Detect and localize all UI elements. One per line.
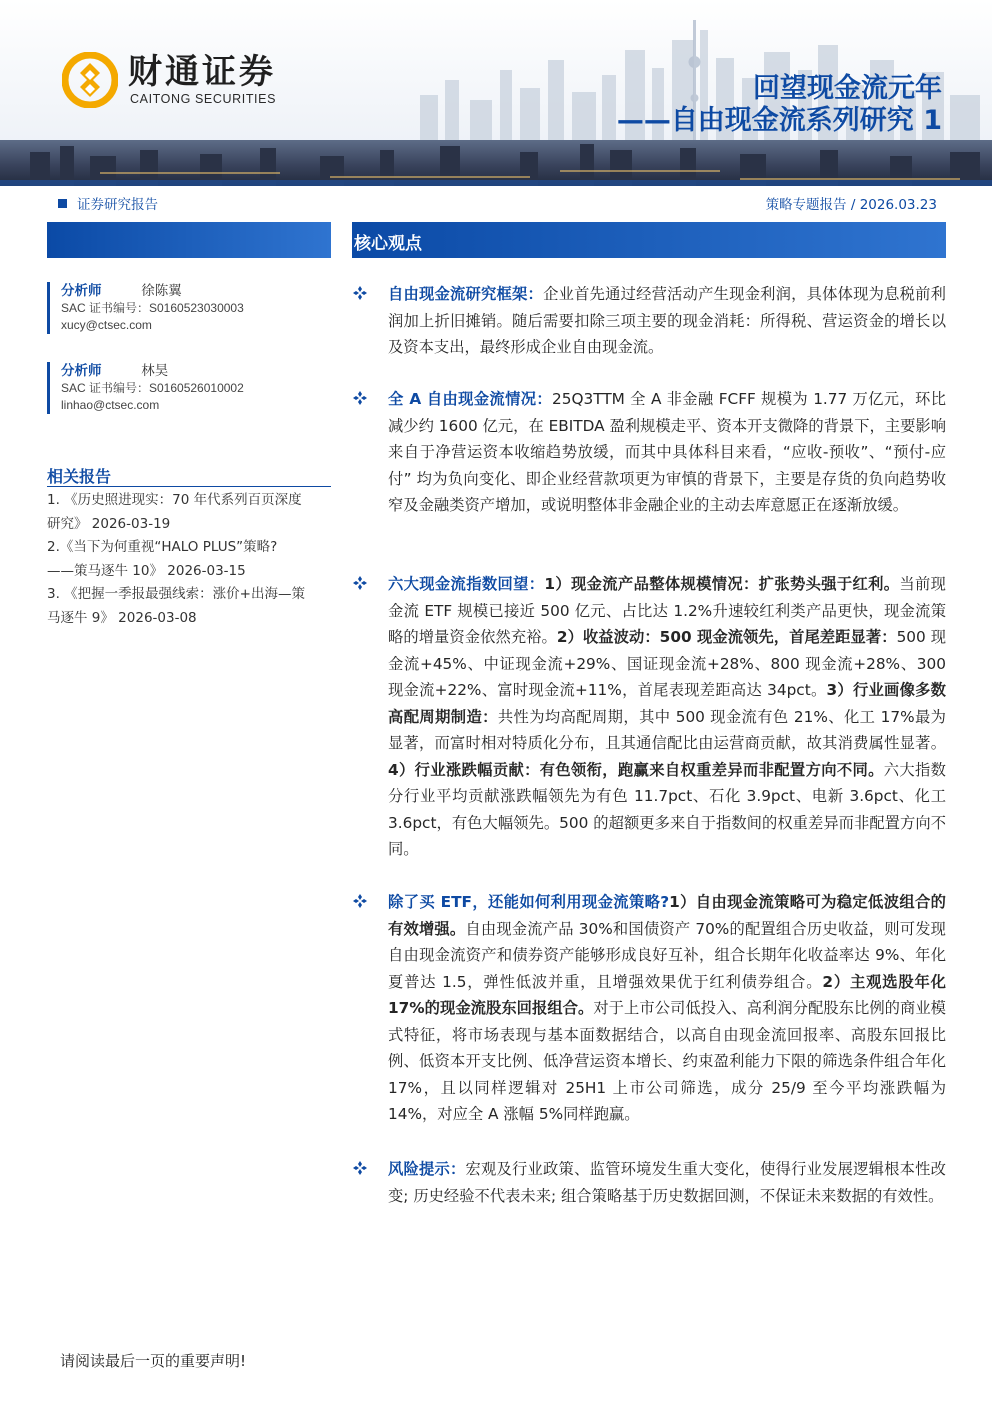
header-banner [0,0,992,186]
disclaimer-notice: 请阅读最后一页的重要声明! [60,1352,247,1370]
core-views-header-bar [352,222,946,258]
company-name-en: CAITONG SECURITIES [130,92,277,106]
point-body: 六大指数分行业平均贡献涨跌幅领先为有色 11.7pct、石化 3.9pct、电新 3.6pct、化工 3.6pct，有色大幅领先。500 的超额更多来自于指数间的权重差异而非配置方向不同。 [388,760,946,858]
analyst-label: 分析师 [61,283,102,299]
core-point-all-a [352,386,946,519]
related-report-item[interactable]: 1. 《历史照进现实：70 年代系列百页深度 研究》 2026-03-19 [47,492,302,532]
company-logo [62,50,302,112]
report-category-label: 证券研究报告 [77,197,158,213]
analyst-email[interactable]: xucy@ctsec.com [61,318,152,332]
core-point-strategy-usage [352,889,946,1128]
analyst-email[interactable]: linhao@ctsec.com [61,398,160,412]
point-sub-heading: 3）行业画像多数高配周期制造： [388,681,946,726]
analyst-card-2 [47,362,331,414]
related-reports-list [47,489,337,630]
caitong-logo-icon [62,52,118,108]
point-sub-heading: 2）收益波动：500 现金流领先，首尾差距显著： [556,628,897,646]
report-category [58,193,158,213]
related-reports-title: 相关报告 [47,467,112,486]
point-sub-heading: 4）行业涨跌幅贡献：有色领衔，跑赢来自权重差异而非配置方向不同。 [388,760,884,779]
point-body: 企业首先通过经营活动产生现金利润，具体体现为息税前利润加上折旧摊销。随后需要扣除三项主要的现金消耗：所得税、营运资金的增长以及资本支出，最终形成企业自由现金流。 [388,285,946,356]
analyst-card-1 [47,282,331,334]
analyst-sac: SAC 证书编号：S0160526010002 [61,381,244,395]
report-title: 回望现金流元年 [753,73,942,104]
core-point-six-indices [352,571,946,863]
diamond-bullet-icon [352,575,368,591]
point-body: 宏观及行业政策、监管环境发生重大变化，使得行业发展逻辑根本性改变; 历史经验不代表未来; 组合策略基于历史数据回测，不保证未来数据的有效性。 [388,1160,946,1205]
diamond-bullet-icon [352,285,368,301]
analyst-label: 分析师 [61,363,102,379]
diamond-bullet-icon [352,1160,368,1176]
point-heading: 六大现金流指数回望： [388,575,545,593]
point-sub-heading: 1）自由现金流策略可为稳定低波组合的有效增强。 [388,893,946,938]
analyst-sac: SAC 证书编号：S0160523030003 [61,301,244,315]
point-body: 共性为均高配周期，其中 500 现金流有色 21%、化工 17%最为显著，而富时相对特质化分布，且其通信配比由运营商贡献，故其消费属性显著。 [388,707,946,752]
point-heading: 除了买 ETF，还能如何利用现金流策略? [388,893,670,911]
analyst-name: 徐陈翼 [141,283,182,299]
point-sub-heading: 2）主观选股年化 17%的现金流股东回报组合。 [388,972,946,1017]
point-body: 自由现金流产品 30%和国债资产 70%的配置组合历史收益，则可发现自由现金流资产和债券资产能够形成良好互补，组合长期年化收益率达 9%、年化夏普达 1.5，弹性低波并重，且增强效果优于红利债券组合。 [388,919,946,991]
report-subtitle: ——自由现金流系列研究 1 [616,105,942,136]
point-body: 25Q3TTM 全 A 非金融 FCFF 规模为 1.77 万亿元，环比减少约 1600 亿元，在 EBITDA 盈利规模走平、资本开支微降的背景下，主要影响来自于净营运资本收缩趋势放缓，而其中具体科目来看，“应收-预收”、“预付-应付” 均为负向变化、即企业经营款项更为审慎的背景下，主要是存货的负向趋势收窄及金融类资产增加，或说明整体非金融企业的主动去库意愿正在逐渐放缓。 [388,390,946,514]
core-point-framework [352,281,946,361]
diamond-bullet-icon [352,893,368,909]
point-heading: 全 A 自由现金流情况： [388,390,553,408]
analyst-name: 林昊 [141,363,169,379]
left-column-header-bar [47,222,331,258]
related-reports-divider [47,486,331,487]
core-point-risk [352,1156,946,1209]
point-body: 当前现金流 ETF 规模已接近 500 亿元、占比达 1.2%升速较红利类产品更快，现金流策略的增量资金依然充裕。 [388,575,946,646]
point-heading: 自由现金流研究框架： [388,285,544,303]
related-report-item[interactable]: 3. 《把握一季报最强线索：涨价+出海—策 马逐牛 9》 2026-03-08 [47,586,305,626]
point-body: 对于上市公司低投入、高利润分配股东比例的商业模式特征，将市场表现与基本面数据结合，以高自由现金流回报率、高股东回报比例、低资本开支比例、低净营运资本增长、约束盈利能力下限的筛选条件组合年化 17%，且以同样逻辑对 25H1 上市公司筛选，成分 25/9 至今平均涨跌幅为 14%，对应全 A 涨幅 5%同样跑赢。 [388,999,946,1123]
point-body: 500 现金流+45%、中证现金流+29%、国证现金流+28%、800 现金流+28%、300 现金流+22%、富时现金流+11%，首尾表现差距高达 34pct。 [388,628,946,699]
point-sub-heading: 1）现金流产品整体规模情况：扩张势头强于红利。 [544,575,900,593]
related-report-item[interactable]: 2.《当下为何重视“HALO PLUS”策略? ——策马逐牛 10》 2026-03-15 [47,539,278,579]
core-views-title: 核心观点 [354,234,422,254]
point-heading: 风险提示： [388,1160,466,1178]
report-type-date: 策略专题报告 / 2026.03.23 [765,197,937,213]
diamond-bullet-icon [352,390,368,406]
company-name-cn: 财通证券 [128,52,276,92]
square-bullet-icon [58,199,67,208]
